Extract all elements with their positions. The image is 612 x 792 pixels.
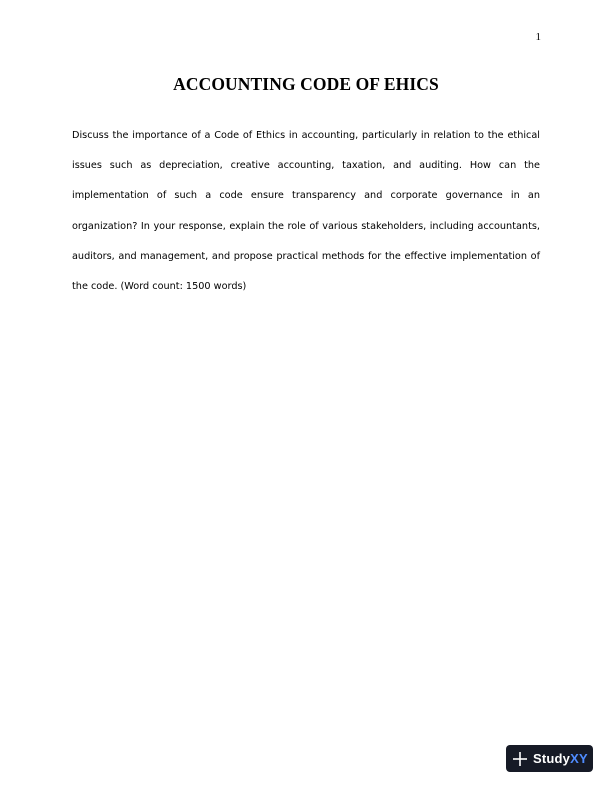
document-title: ACCOUNTING CODE OF EHICS	[173, 74, 439, 94]
brand-name-accent: XY	[570, 751, 588, 766]
page-number: 1	[535, 31, 541, 43]
plus-icon	[512, 751, 528, 767]
document-body: Discuss the importance of a Code of Ethics in accounting, particularly in relation to the ethical issues such as depreciation, creative accounting, taxation, and auditing. How can the implementation of such a code ensure transparency and corporate governance in an organization? In your response, explain the role of various stakeholders, including accountants, auditors, and management, and propose practical methods for the effective implementation of the code. (Word count: 1500 words)	[72, 130, 540, 293]
brand-name	[533, 751, 588, 766]
studyxy-watermark-badge	[506, 745, 593, 772]
brand-name-main: Study	[533, 751, 571, 766]
